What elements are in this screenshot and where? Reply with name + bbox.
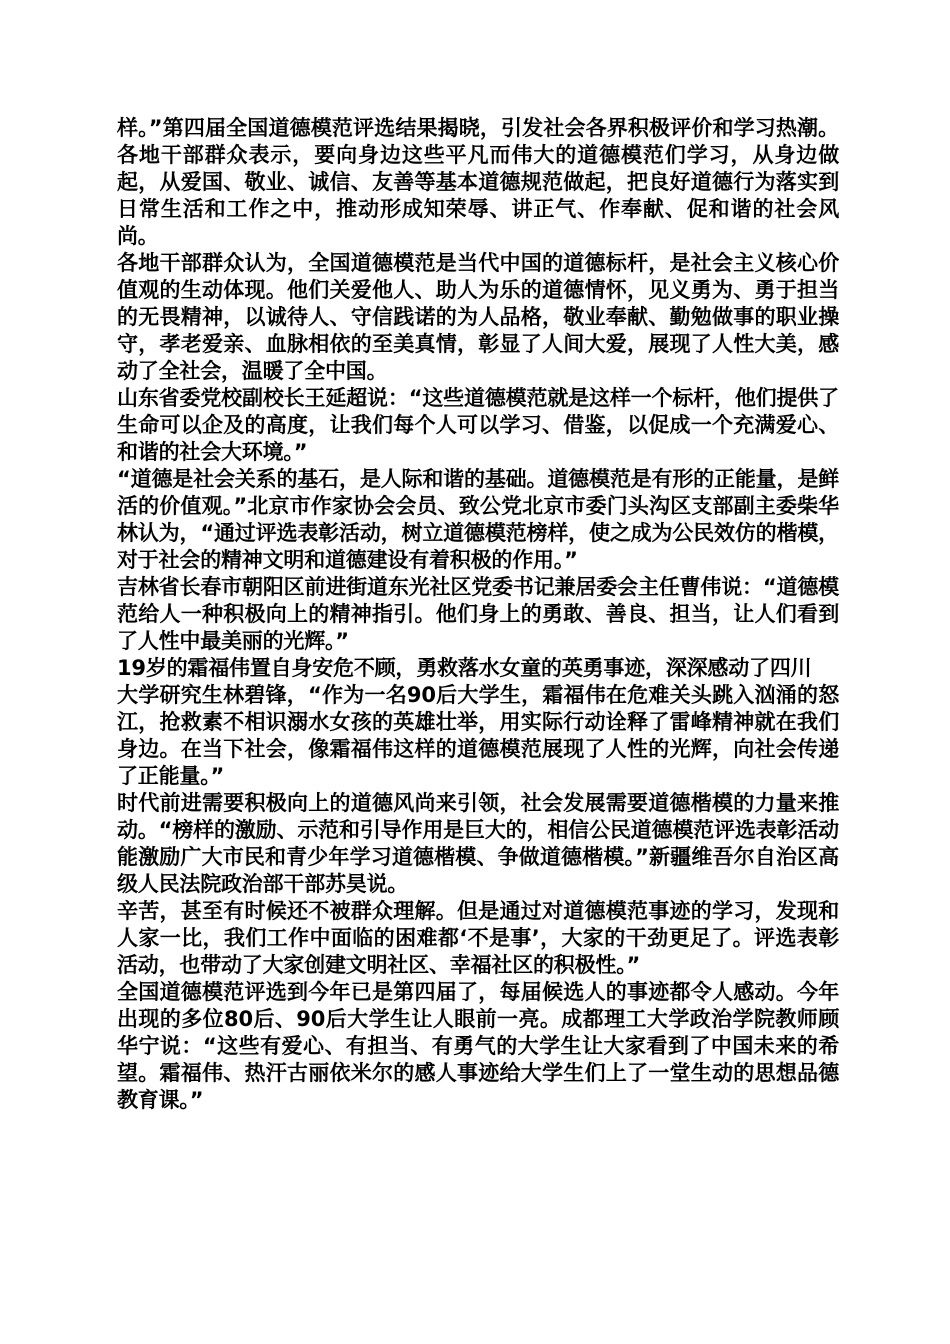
paragraph-10: 全国道德模范评选到今年已是第四届了，每届候选人的事迹都令人感动。今年出现的多位80后、90后大学生让人眼前一亮。成都理工大学政治学院教师顾华宁说：“这些有爱心、有担当、有勇气的大学生让大家看到了中国未来的希望。霜福伟、热汗古丽依米尔的感人事迹给大学生们上了一堂生动的思想品德教育课。” xyxy=(117,980,839,1112)
paragraph-3: 山东省委党校副校长王延超说：“这些道德模范就是这样一个标杆，他们提供了生命可以企及的高度，让我们每个人可以学习、借鉴，以促成一个充满爱心、和谐的社会大环境。” xyxy=(117,386,839,464)
document-page xyxy=(117,115,839,1114)
paragraph-7: 大学研究生林碧锋，“作为一名90后大学生，霜福伟在危难关头跳入汹涌的怒江，抢救素不相识溺水女孩的英雄壮举，用实际行动诠释了雷峰精神就在我们身边。在当下社会，像霜福伟这样的道德模范展现了人性的光辉，向社会传递了正能量。” xyxy=(117,683,839,788)
paragraph-8: 时代前进需要积极向上的道德风尚来引领，社会发展需要道德楷模的力量来推动。“榜样的激励、示范和引导作用是巨大的，相信公民道德模范评选表彰活动能激励广大市民和青少年学习道德楷模、争做道德楷模。”新疆维吾尔自治区高级人民法院政治部干部苏昊说。 xyxy=(117,791,839,896)
paragraph-4: “道德是社会关系的基石，是人际和谐的基础。道德模范是有形的正能量，是鲜活的价值观。”北京市作家协会会员、致公党北京市委门头沟区支部副主委柴华林认为，“通过评选表彰活动，树立道德模范榜样，使之成为公民效仿的楷模，对于社会的精神文明和道德建设有着积极的作用。” xyxy=(117,467,839,572)
paragraph-5: 吉林省长春市朝阳区前进街道东光社区党委书记兼居委会主任曹伟说：“道德模范给人一种积极向上的精神指引。他们身上的勇敢、善良、担当，让人们看到了人性中最美丽的光辉。” xyxy=(117,575,839,653)
paragraph-2: 各地干部群众认为，全国道德模范是当代中国的道德标杆，是社会主义核心价值观的生动体现。他们关爱他人、助人为乐的道德情怀，见义勇为、勇于担当的无畏精神，以诚待人、守信践诺的为人品格，敬业奉献、勤勉做事的职业操守，孝老爱亲、血脉相依的至美真情，彰显了人间大爱，展现了人性大美，感动了全社会，温暖了全中国。 xyxy=(117,251,839,383)
paragraph-1: 样。”第四届全国道德模范评选结果揭晓，引发社会各界积极评价和学习热潮。各地干部群众表示，要向身边这些平凡而伟大的道德模范们学习，从身边做起，从爱国、敬业、诚信、友善等基本道德规范做起，把良好道德行为落实到日常生活和工作之中，推动形成知荣辱、讲正气、作奉献、促和谐的社会风尚。 xyxy=(117,116,839,248)
paragraph-9: 辛苦，甚至有时候还不被群众理解。但是通过对道德模范事迹的学习，发现和人家一比，我们工作中面临的困难都‘不是事’，大家的干劲更足了。评选表彰活动，也带动了大家创建文明社区、幸福社区的积极性。” xyxy=(117,899,839,977)
paragraph-6: 19岁的霜福伟置自身安危不顾，勇救落水女童的英勇事迹，深深感动了四川 xyxy=(117,656,812,680)
